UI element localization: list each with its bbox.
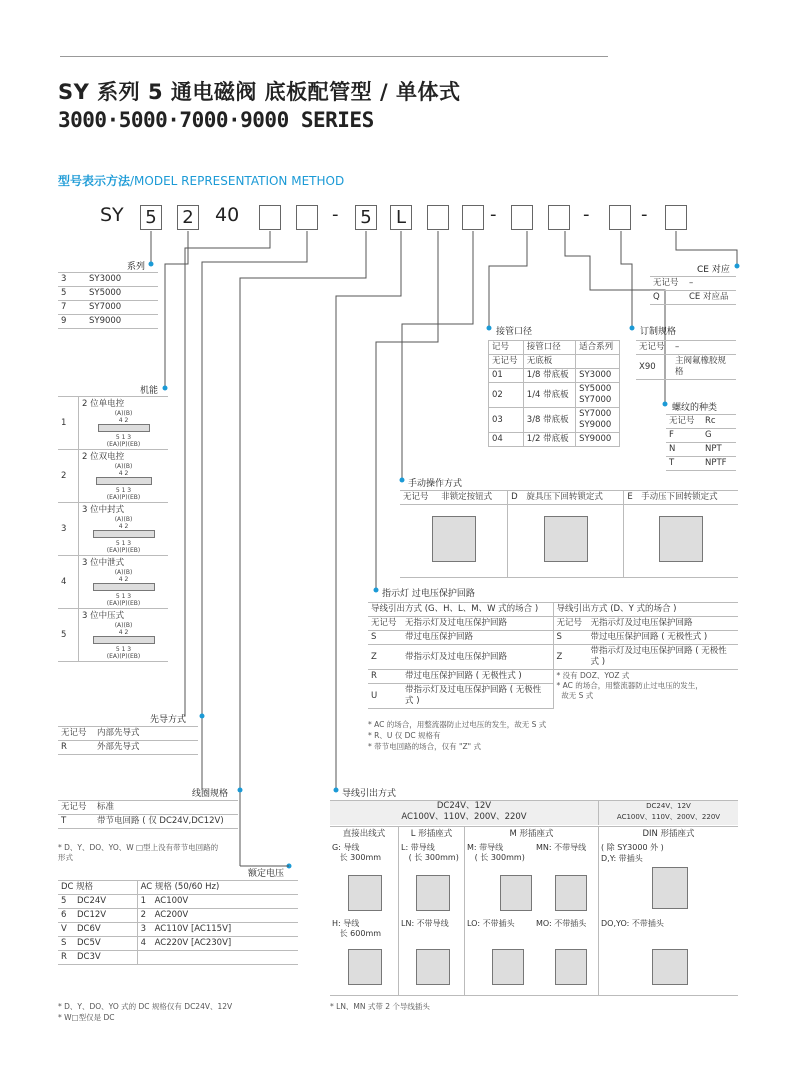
pilot-table: [58, 726, 198, 755]
order-label: 订制规格: [640, 327, 677, 337]
table-row: 3 SY3000: [58, 273, 158, 287]
lead-l-plug-nowire-icon: [416, 949, 450, 985]
table-row: 6 DC12V 2 AC200V: [58, 909, 298, 923]
lead-note: * LN、MN 式带 2 个导线插头: [330, 1002, 430, 1011]
code-box-lead: L: [390, 205, 412, 230]
indicator-table: [368, 602, 738, 709]
manual-screwdriver-icon: [544, 516, 588, 562]
table-row: 5 SY5000: [58, 287, 158, 301]
manual-table: [400, 490, 738, 578]
table-row: X90 主阀氟橡胶规格: [636, 355, 736, 380]
valve-symbol-icon: [93, 530, 155, 538]
voltage-label: 额定电压: [248, 869, 285, 879]
manual-label: 手动操作方式: [408, 479, 463, 489]
table-row: 导线引出方式 (G、H、L、M、W 式的场合 ) 导线引出方式 (D、Y 式的场合 ): [368, 603, 738, 617]
lead-m-plug-nowire-icon: [555, 875, 587, 911]
voltage-table: [58, 880, 298, 965]
lead-label: 导线引出方式: [342, 789, 397, 799]
lead-m-noplug-icon: [555, 949, 587, 985]
indicator-label: 指示灯 过电压保护回路: [382, 589, 475, 599]
function-table: [58, 396, 168, 662]
manual-button-icon: [432, 516, 476, 562]
table-row: R DC3V: [58, 951, 298, 965]
page-title: SY 系列 5 通电磁阀 底板配管型 / 单体式: [58, 80, 461, 104]
port-label: 接管口径: [496, 327, 533, 337]
valve-symbol-icon: [98, 424, 150, 432]
table-row: Z 带指示灯及过电压保护回路 Z 带指示灯及过电压保护回路 ( 无极性式 ): [368, 645, 738, 670]
code-mid: 40: [215, 204, 240, 226]
table-row: 1 2 位单电控 (A)(B) 4 2 5 1 3 (EA)(P)(EB): [58, 397, 168, 450]
lead-din-noplug-icon: [652, 949, 688, 985]
indicator-note-1: * AC 的场合，用整流器防止过电压的发生，故无 S 式: [368, 720, 547, 729]
code-dash: -: [490, 204, 497, 225]
table-row: DC 规格 AC 规格 (50/60 Hz): [58, 881, 298, 895]
thread-label: 螺纹的种类: [672, 403, 718, 413]
table-row: 无记号 Rc: [666, 415, 736, 429]
table-row: 01 1/8 带底板 SY3000: [489, 369, 620, 383]
indicator-note-2: * R、U 仅 DC 规格有: [368, 731, 441, 740]
table-row: N NPT: [666, 443, 736, 457]
code-dash: -: [332, 204, 339, 225]
valve-symbol-icon: [93, 583, 155, 591]
lead-m-plug-icon: [500, 875, 532, 911]
port-table: [488, 340, 620, 447]
table-row: 04 1/2 带底板 SY9000: [489, 433, 620, 447]
manual-press-icon: [659, 516, 703, 562]
lead-din-icon: [652, 867, 688, 909]
table-row: 4 3 位中泄式 (A)(B) 4 2 5 1 3 (EA)(P)(EB): [58, 556, 168, 609]
table-row: 02 1/4 带底板 SY5000 SY7000: [489, 383, 620, 408]
series-table: [58, 272, 158, 329]
table-row: 无记号 标准: [58, 801, 238, 815]
table-row: 2 2 位双电控 (A)(B) 4 2 5 1 3 (EA)(P)(EB): [58, 450, 168, 503]
table-row: [400, 505, 738, 578]
function-label: 机能: [140, 386, 159, 396]
lead-grommet-icon: [348, 875, 382, 911]
pilot-label: 先导方式: [150, 715, 187, 725]
table-row: 无记号 –: [636, 341, 736, 355]
table-row: 记号 接管口径 适合系列: [489, 341, 620, 355]
ce-table: [650, 276, 736, 305]
table-row: U 带指示灯及过电压保护回路 ( 无极性式 ): [368, 684, 738, 709]
coil-note: * D、Y、DO、YO、W □型上没有带节电回路的 形式: [58, 843, 219, 862]
table-row: 无记号 无底板: [489, 355, 620, 369]
series-label: 系列: [127, 262, 146, 272]
ce-label: CE 对应: [697, 265, 730, 275]
code-box-function: 2: [177, 205, 199, 230]
table-row: S DC5V 4 AC220V [AC230V]: [58, 937, 298, 951]
order-table: [636, 340, 736, 380]
thread-table: [666, 414, 736, 471]
table-row: F G: [666, 429, 736, 443]
table-row: Q CE 对应品: [650, 291, 736, 305]
table-row: R 带过电压保护回路 ( 无极性式 ) * 没有 DOZ、YOZ 式 * AC 的场合，用整流器防止过电压的发生， 故无 S 式: [368, 670, 738, 684]
code-dash: -: [641, 204, 648, 225]
code-dash: -: [583, 204, 590, 225]
code-prefix: SY: [100, 204, 124, 226]
lead-table: DC24V、12V AC100V、110V、200V、220V DC24V、12V AC100V、110V、200V、220V 直接出线式 L 形插座式 M 形插座式 DIN 形插座式 G: 导线 长 300mm L: 带导线 ( 长 300mm) M: 带导线 ( 长 300mm) MN: 不带导线 ( 除 SY3000 外 ) D,Y: 带插头 H: 导线 长 600mm LN: 不带导线 LO: 不带插头 MO: 不带插头 DO,YO: 不带插头: [330, 800, 738, 996]
table-row: T 带节电回路 ( 仅 DC24V,DC12V): [58, 815, 238, 829]
lead-grommet-long-icon: [348, 949, 382, 985]
table-row: 无记号 内部先导式: [58, 727, 198, 741]
table-row: 7 SY7000: [58, 301, 158, 315]
table-row: 5 DC24V 1 AC100V: [58, 895, 298, 909]
table-row: 无记号 –: [650, 277, 736, 291]
lead-l-plug-icon: [416, 875, 450, 911]
table-row: R 外部先导式: [58, 741, 198, 755]
code-box-voltage: 5: [355, 205, 377, 230]
table-row: 5 3 位中压式 (A)(B) 4 2 5 1 3 (EA)(P)(EB): [58, 609, 168, 662]
voltage-note-1: * D、Y、DO、YO 式的 DC 规格仅有 DC24V、12V: [58, 1002, 233, 1011]
section-title: 型号表示方法/MODEL REPRESENTATION METHOD: [58, 174, 345, 188]
table-row: 3 3 位中封式 (A)(B) 4 2 5 1 3 (EA)(P)(EB): [58, 503, 168, 556]
voltage-note-2: * W□型仅是 DC: [58, 1013, 115, 1022]
table-row: 无记号 非锁定按钮式 D 旋具压下回转锁定式 E 手动压下回转锁定式: [400, 491, 738, 505]
coil-label: 线圈规格: [192, 789, 229, 799]
code-box-series: 5: [140, 205, 162, 230]
table-row: 03 3/8 带底板 SY7000 SY9000: [489, 408, 620, 433]
table-row: 9 SY9000: [58, 315, 158, 329]
table-row: T NPTF: [666, 457, 736, 471]
page-subtitle: 3000·5000·7000·9000 SERIES: [58, 108, 374, 132]
valve-symbol-icon: [93, 636, 155, 644]
table-row: V DC6V 3 AC110V [AC115V]: [58, 923, 298, 937]
lead-l-noplug-icon: [492, 949, 524, 985]
indicator-note-3: * 带节电回路的场合，仅有 "Z" 式: [368, 742, 481, 751]
valve-symbol-icon: [96, 477, 152, 485]
coil-table: [58, 800, 238, 829]
table-row: 无记号 无指示灯及过电压保护回路 无记号 无指示灯及过电压保护回路: [368, 617, 738, 631]
table-row: S 带过电压保护回路 S 带过电压保护回路 ( 无极性式 ): [368, 631, 738, 645]
